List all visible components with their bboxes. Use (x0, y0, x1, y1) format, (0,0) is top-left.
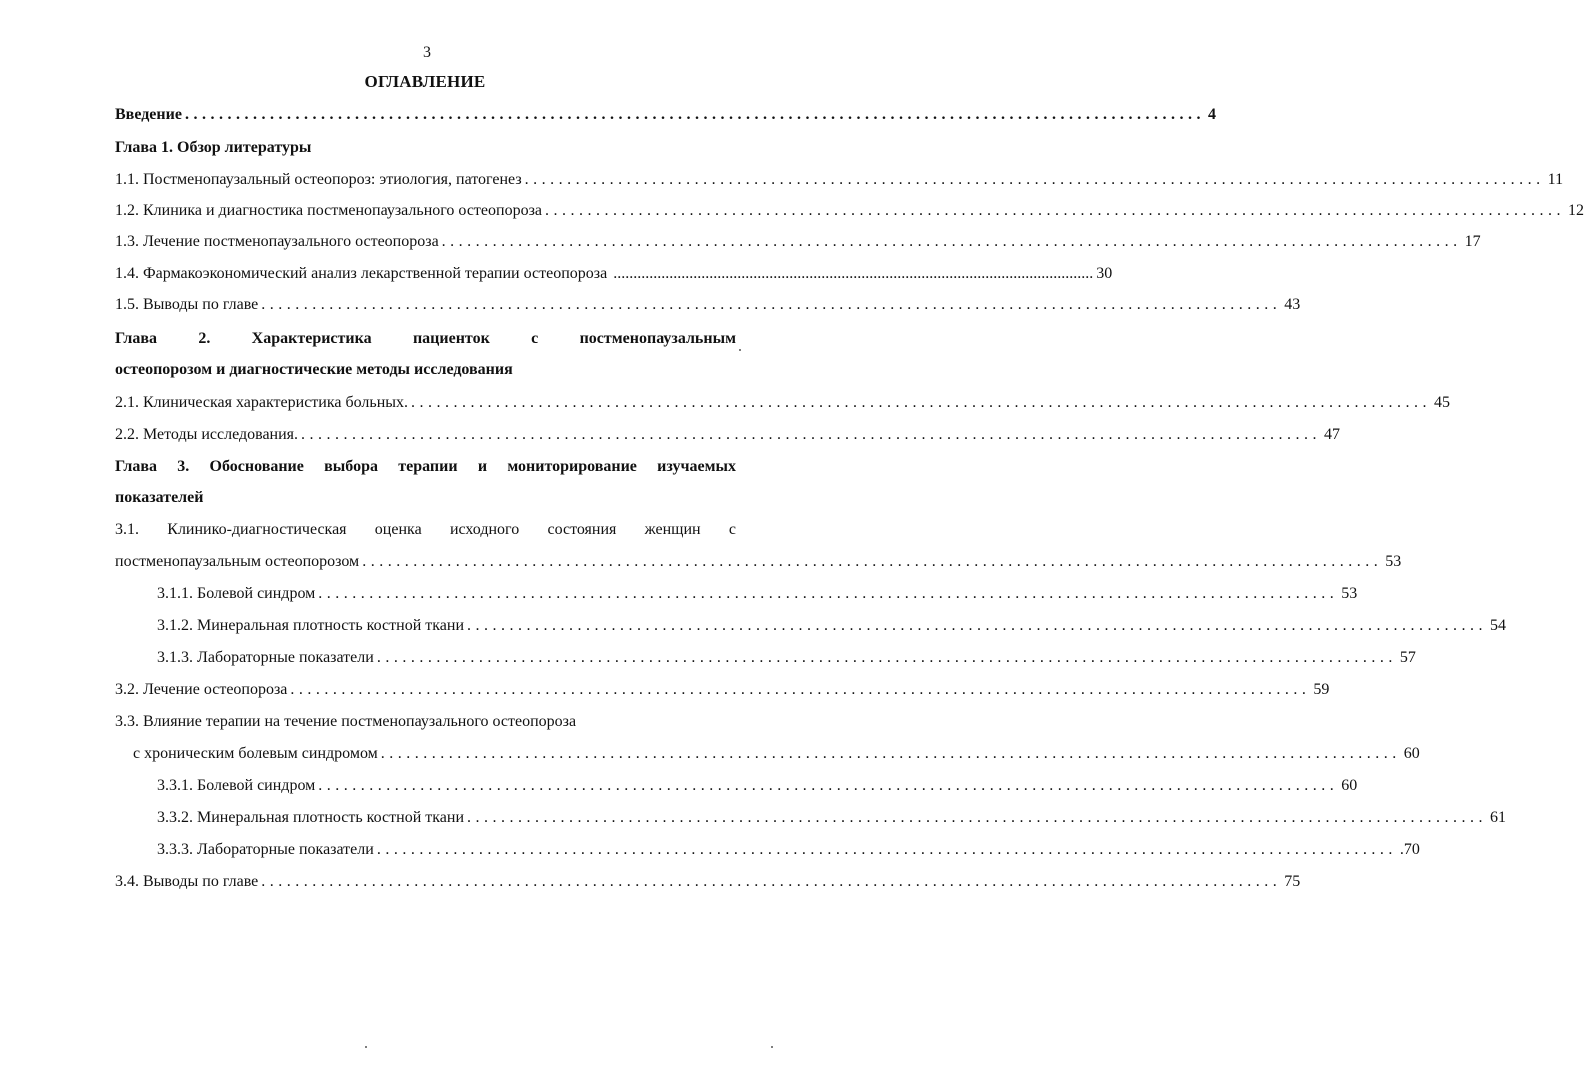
toc-entry-3-3-3[interactable] (157, 839, 1420, 861)
toc-page: 11 (1547, 171, 1564, 188)
chapter-3-heading-line2[interactable]: показателей (115, 489, 204, 506)
toc-entry-1-4[interactable] (115, 263, 1113, 285)
toc-entry-intro[interactable] (115, 104, 1216, 126)
dot-leader: ........................................................................................................................ (261, 873, 1282, 890)
dot-leader: ........................................................................................................................ (376, 841, 1397, 858)
toc-page: 60 (1403, 745, 1420, 762)
toc-page: 53 (1385, 553, 1402, 570)
toc-page: 57 (1399, 649, 1416, 666)
toc-entry-3-3-2[interactable] (157, 807, 1507, 829)
chapter-1-heading[interactable]: Глава 1. Обзор литературы (115, 139, 312, 156)
toc-entry-3-1-line1[interactable]: 3.1. Клинико-диагностическая оценка исходного состояния женщин с (115, 521, 736, 538)
toc-entry-3-3[interactable] (133, 743, 1420, 765)
toc-entry-2-2[interactable] (115, 424, 1341, 446)
page-title: ОГЛАВЛЕНИЕ (364, 72, 486, 91)
toc-page: 60 (1341, 777, 1358, 794)
toc-page: 59 (1313, 681, 1330, 698)
dot-leader: ........................................................................................................................ (318, 585, 1339, 602)
dot-leader: ........................................................................................................................ (545, 202, 1565, 219)
dot-leader: ........................................................................................................................ (524, 171, 1545, 188)
toc-label: 3.3.2. Минеральная плотность костной ткани (157, 809, 465, 826)
toc-page: 75 (1284, 873, 1301, 890)
dot-leader: ........................................................................................................................ (411, 394, 1432, 411)
toc-label: 1.5. Выводы по главе (115, 296, 259, 313)
dot-leader: ........................................................................................................................ (467, 809, 1488, 826)
dot-leader: ........................................................................................................................ (261, 296, 1282, 313)
toc-page: 4 (1207, 106, 1216, 123)
toc-label: с хроническим болевым синдромом (133, 745, 378, 762)
toc-label: 3.1.1. Болевой синдром (157, 585, 316, 602)
toc-label: постменопаузальным остеопорозом (115, 553, 360, 570)
toc-page: 12 (1568, 202, 1584, 219)
page-number: 3 (423, 44, 431, 61)
scan-speck (771, 1046, 773, 1048)
toc-label: 1.1. Постменопаузальный остеопороз: этиология, патогенез (115, 171, 522, 188)
toc-label: 3.3.1. Болевой синдром (157, 777, 316, 794)
toc-page: 30 (1096, 265, 1113, 282)
toc-entry-3-1-3[interactable] (157, 647, 1416, 669)
toc-entry-3-2[interactable] (115, 679, 1330, 701)
dot-leader: ........................................................................................................................ (184, 106, 1205, 123)
chapter-2-heading-line2[interactable]: остеопорозом и диагностические методы исследования (115, 361, 513, 378)
toc-entry-3-3-1[interactable] (157, 775, 1358, 797)
toc-label: 3.4. Выводы по главе (115, 873, 259, 890)
dot-leader: ........................................................................................................................ (318, 777, 1339, 794)
toc-entry-3-1[interactable] (115, 551, 1402, 573)
toc-page: 53 (1341, 585, 1358, 602)
toc-entry-3-4[interactable] (115, 871, 1301, 893)
toc-label: 1.3. Лечение постменопаузального остеопороза (115, 233, 439, 250)
toc-entry-1-2[interactable] (115, 200, 1584, 222)
toc-label: 2.1. Клиническая характеристика больных. (115, 394, 409, 411)
dot-leader: ........................................................................................................................ (301, 426, 1322, 443)
dot-leader: ........................................................................................................................ (376, 649, 1397, 666)
toc-entry-1-1[interactable] (115, 169, 1564, 191)
toc-page: 17 (1464, 233, 1481, 250)
chapter-3-heading-line1[interactable]: Глава 3. Обоснование выбора терапии и мониторирование изучаемых (115, 458, 736, 475)
scan-speck (739, 349, 741, 351)
chapter-2-heading-line1[interactable]: Глава 2. Характеристика пациенток с постменопаузальным (115, 330, 736, 347)
toc-entry-1-5[interactable] (115, 294, 1301, 316)
toc-label: 1.4. Фармакоэкономический анализ лекарственной терапии остеопороза (115, 265, 608, 282)
toc-page: 54 (1490, 617, 1507, 634)
toc-page: .70 (1399, 841, 1420, 858)
toc-label: 2.2. Методы исследования. (115, 426, 299, 443)
toc-label: 3.3.3. Лабораторные показатели (157, 841, 374, 858)
toc-entry-2-1[interactable] (115, 392, 1451, 414)
toc-page: 61 (1490, 809, 1507, 826)
toc-label: 3.1.3. Лабораторные показатели (157, 649, 374, 666)
dot-leader: ........................................................................................................................ (613, 265, 1094, 282)
toc-entry-3-1-1[interactable] (157, 583, 1358, 605)
toc-entry-3-3-line1[interactable]: 3.3. Влияние терапии на течение постменопаузального остеопороза (115, 713, 577, 730)
scan-speck (365, 1046, 367, 1048)
toc-label: 3.1.2. Минеральная плотность костной ткани (157, 617, 465, 634)
toc-entry-1-3[interactable] (115, 231, 1481, 253)
toc-label: Введение (115, 106, 182, 123)
toc-page: 47 (1324, 426, 1341, 443)
dot-leader: ........................................................................................................................ (380, 745, 1401, 762)
toc-entry-3-1-2[interactable] (157, 615, 1507, 637)
toc-page: 45 (1434, 394, 1451, 411)
toc-page: 43 (1284, 296, 1301, 313)
toc-label: 1.2. Клиника и диагностика постменопаузального остеопороза (115, 202, 542, 219)
toc-label: 3.2. Лечение остеопороза (115, 681, 288, 698)
dot-leader: ........................................................................................................................ (467, 617, 1488, 634)
dot-leader: ........................................................................................................................ (290, 681, 1311, 698)
dot-leader: ........................................................................................................................ (362, 553, 1383, 570)
dot-leader: ........................................................................................................................ (441, 233, 1462, 250)
